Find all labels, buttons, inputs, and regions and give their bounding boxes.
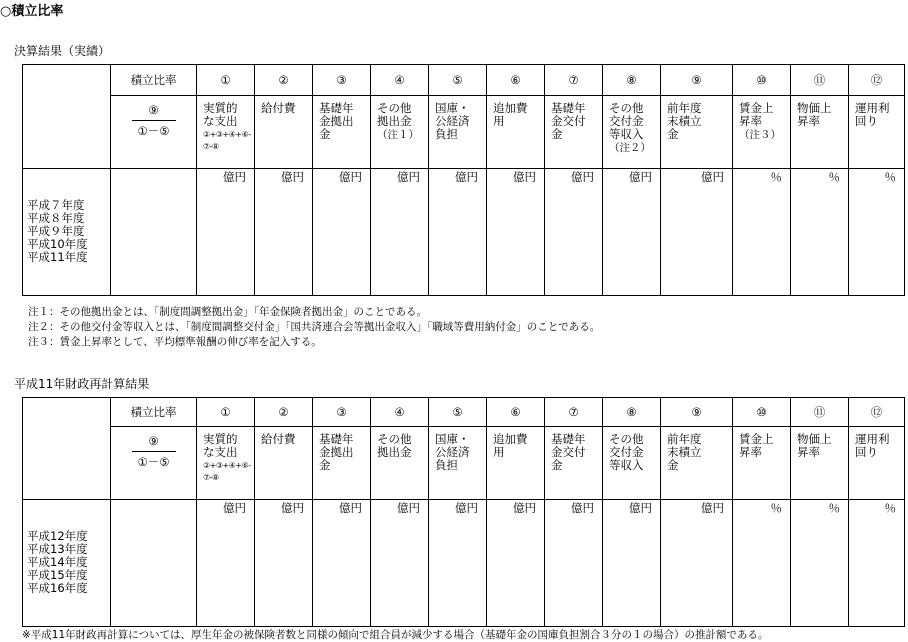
- col-number: ④: [371, 398, 429, 427]
- col-label: その他拠出金: [371, 427, 429, 500]
- blank-header-cell: [23, 65, 111, 169]
- unit-cell: 億円: [313, 500, 371, 627]
- unit-cell: 億円: [197, 169, 255, 296]
- ratio-label: 積立比率: [111, 398, 197, 427]
- col-label: 追加費用: [487, 96, 545, 169]
- col-label: 賃金上昇率: [733, 427, 791, 500]
- year-label: 平成10年度: [27, 237, 88, 251]
- fraction-bar: [132, 120, 176, 121]
- col-number: ③: [313, 65, 371, 96]
- unit-cell: 億円: [313, 169, 371, 296]
- col-number: ⑫: [849, 398, 905, 427]
- blank-header-cell: [23, 398, 111, 500]
- col-number: ⑤: [429, 65, 487, 96]
- col-label: 国庫・公経済負担: [429, 96, 487, 169]
- ratio-value-cell: [111, 169, 197, 296]
- unit-cell: 億円: [603, 169, 661, 296]
- col-number: ⑥: [487, 65, 545, 96]
- expenditure-formula: ②+③+④+⑥-⑦-⑧: [203, 130, 251, 151]
- col-label: 実質的な支出 ②+③+④+⑥-⑦-⑧: [197, 96, 255, 169]
- year-list: [23, 500, 111, 627]
- year-label: 平成16年度: [27, 581, 88, 595]
- unit-cell: 億円: [255, 169, 313, 296]
- col-label: その他拠出金 （注１）: [371, 96, 429, 169]
- col-label: 基礎年金交付金: [545, 427, 603, 500]
- unit-cell: 億円: [371, 500, 429, 627]
- col-label: 物価上昇率: [791, 96, 849, 169]
- year-label: 平成14年度: [27, 555, 88, 569]
- col-number: ⑪: [791, 65, 849, 96]
- unit-cell: 億円: [487, 500, 545, 627]
- col-label: 基礎年金拠出金: [313, 96, 371, 169]
- unit-cell: 億円: [255, 500, 313, 627]
- ratio-fraction: [111, 427, 197, 500]
- year-label: 平成９年度: [27, 224, 85, 238]
- unit-cell: 億円: [661, 169, 733, 296]
- col-number: ⑧: [603, 65, 661, 96]
- col-label: 運用利回り: [849, 96, 905, 169]
- data-row: [23, 169, 905, 296]
- header-label-row: [23, 427, 905, 500]
- unit-cell: 億円: [545, 500, 603, 627]
- col-note: （注１）: [377, 129, 419, 141]
- section2-title: 平成11年財政再計算結果: [14, 377, 150, 391]
- col-number: ②: [255, 398, 313, 427]
- col-number: ⑩: [733, 398, 791, 427]
- year-label: 平成13年度: [27, 542, 88, 556]
- col-number: ⑤: [429, 398, 487, 427]
- col-number: ⑨: [661, 65, 733, 96]
- section1-title: 決算結果（実績）: [14, 44, 111, 58]
- fraction-bar: [132, 451, 176, 452]
- col-number: ⑧: [603, 398, 661, 427]
- header-label-row: [23, 96, 905, 169]
- unit-cell: 億円: [429, 500, 487, 627]
- year-label: 平成７年度: [27, 198, 85, 212]
- year-label: 平成12年度: [27, 529, 88, 543]
- col-label: その他交付金等収入 （注２）: [603, 96, 661, 169]
- unit-cell: ％: [791, 169, 849, 296]
- header-number-row: [23, 65, 905, 96]
- unit-cell: 億円: [487, 169, 545, 296]
- unit-cell: ％: [849, 500, 905, 627]
- col-number: ⑪: [791, 398, 849, 427]
- page-title: ○積立比率: [0, 4, 64, 19]
- col-number: ①: [197, 398, 255, 427]
- year-list: [23, 169, 111, 296]
- unit-cell: 億円: [603, 500, 661, 627]
- footnote: ※平成11年財政再計算については、厚生年金の被保険者数と同様の傾向で組合員が減少する場合（基礎年金の国庫負担割合３分の１の場合）の推計額である。: [22, 629, 769, 641]
- ratio-denominator: ①－⑤: [137, 455, 170, 469]
- col-label: 前年度末積立金: [661, 427, 733, 500]
- expenditure-formula: ②+③+④+⑥-⑦-⑧: [203, 461, 251, 482]
- unit-cell: ％: [733, 169, 791, 296]
- data-row: [23, 500, 905, 627]
- col-label: 前年度末積立金: [661, 96, 733, 169]
- ratio-denominator: ①－⑤: [137, 124, 170, 138]
- results-table: [22, 64, 905, 296]
- col-number: ①: [197, 65, 255, 96]
- col-label: 運用利回り: [849, 427, 905, 500]
- col-label: 物価上昇率: [791, 427, 849, 500]
- col-number: ④: [371, 65, 429, 96]
- col-label: 給付費: [255, 427, 313, 500]
- col-number: ⑦: [545, 398, 603, 427]
- col-number: ②: [255, 65, 313, 96]
- year-label: 平成11年度: [27, 250, 88, 264]
- unit-cell: 億円: [545, 169, 603, 296]
- ratio-label: 積立比率: [111, 65, 197, 96]
- unit-cell: 億円: [661, 500, 733, 627]
- col-label: 基礎年金拠出金: [313, 427, 371, 500]
- note-1: 注１：その他拠出金とは、「制度間調整拠出金」「年金保険者拠出金」のことである。: [28, 306, 427, 318]
- col-label: 賃金上昇率 （注３）: [733, 96, 791, 169]
- col-note: （注３）: [739, 129, 781, 141]
- col-number: ⑩: [733, 65, 791, 96]
- col-number: ⑥: [487, 398, 545, 427]
- col-label: その他交付金等収入: [603, 427, 661, 500]
- col-number: ③: [313, 398, 371, 427]
- unit-cell: ％: [849, 169, 905, 296]
- ratio-fraction: [111, 96, 197, 169]
- note-2: 注２：その他交付金等収入とは、「制度間調整交付金」「国共済連合会等拠出金収入」「職域等費用納付金」のことである。: [28, 321, 601, 333]
- unit-cell: 億円: [197, 500, 255, 627]
- ratio-numerator: ⑨: [148, 103, 159, 117]
- note-3: 注３：賃金上昇率として、平均標準報酬の伸び率を記入する。: [28, 336, 322, 348]
- ratio-numerator: ⑨: [148, 434, 159, 448]
- unit-cell: 億円: [429, 169, 487, 296]
- ratio-value-cell: [111, 500, 197, 627]
- unit-cell: ％: [791, 500, 849, 627]
- col-number: ⑦: [545, 65, 603, 96]
- recalc-table: [22, 397, 905, 627]
- year-label: 平成８年度: [27, 211, 85, 225]
- unit-cell: 億円: [371, 169, 429, 296]
- year-label: 平成15年度: [27, 568, 88, 582]
- col-note: （注２）: [609, 142, 651, 154]
- col-label: 基礎年金交付金: [545, 96, 603, 169]
- col-label: 給付費: [255, 96, 313, 169]
- col-label: 国庫・公経済負担: [429, 427, 487, 500]
- col-label: 追加費用: [487, 427, 545, 500]
- header-number-row: [23, 398, 905, 427]
- col-number: ⑫: [849, 65, 905, 96]
- unit-cell: ％: [733, 500, 791, 627]
- col-number: ⑨: [661, 398, 733, 427]
- col-label: 実質的な支出 ②+③+④+⑥-⑦-⑧: [197, 427, 255, 500]
